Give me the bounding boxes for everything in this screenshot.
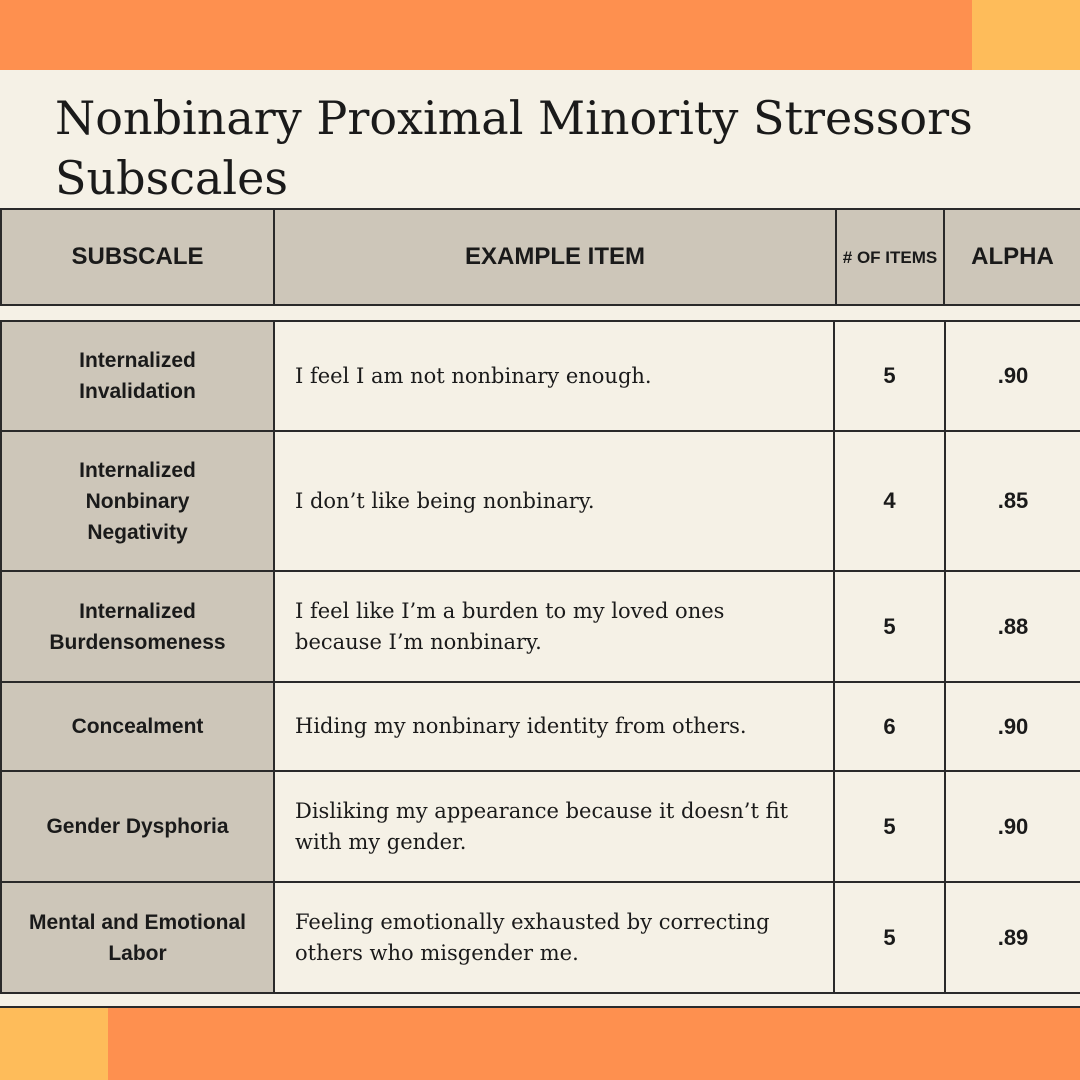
table-row	[1, 571, 1080, 682]
example-item: Hiding my nonbinary identity from others.	[274, 682, 834, 771]
subscale-name: Gender Dysphoria	[1, 771, 274, 882]
table-row	[1, 882, 1080, 993]
subscale-name: Internalized Invalidation	[1, 321, 274, 431]
alpha-value: .90	[945, 682, 1080, 771]
num-items: 5	[834, 571, 945, 682]
table-row	[1, 321, 1080, 431]
bottom-band	[108, 1008, 1080, 1080]
num-items: 4	[834, 431, 945, 571]
table-row	[1, 771, 1080, 882]
header-num-items: # OF ITEMS	[836, 209, 944, 305]
header-subscale: SUBSCALE	[1, 209, 274, 305]
header-alpha: ALPHA	[944, 209, 1080, 305]
subscale-name: Mental and Emotional Labor	[1, 882, 274, 993]
top-band	[0, 0, 972, 70]
example-item: Disliking my appearance because it doesn’t fit with my gender.	[274, 771, 834, 882]
example-item: I don’t like being nonbinary.	[274, 431, 834, 571]
alpha-value: .89	[945, 882, 1080, 993]
bottom-band-accent	[0, 1008, 108, 1080]
alpha-value: .85	[945, 431, 1080, 571]
example-item: Feeling emotionally exhausted by correcting others who misgender me.	[274, 882, 834, 993]
page-title: Nonbinary Proximal Minority Stressors Subscales	[55, 91, 973, 205]
num-items: 6	[834, 682, 945, 771]
subscale-name: Concealment	[1, 682, 274, 771]
alpha-value: .90	[945, 321, 1080, 431]
subscale-name: Internalized Burdensomeness	[1, 571, 274, 682]
example-item: I feel I am not nonbinary enough.	[274, 321, 834, 431]
table-row	[1, 682, 1080, 771]
alpha-value: .88	[945, 571, 1080, 682]
table-row	[1, 431, 1080, 571]
top-band-accent	[972, 0, 1080, 70]
alpha-value: .90	[945, 771, 1080, 882]
num-items: 5	[834, 321, 945, 431]
num-items: 5	[834, 771, 945, 882]
num-items: 5	[834, 882, 945, 993]
table-header	[0, 208, 1080, 306]
example-item: I feel like I’m a burden to my loved ones because I’m nonbinary.	[274, 571, 834, 682]
subscales-table	[0, 320, 1080, 994]
header-example-item: EXAMPLE ITEM	[274, 209, 836, 305]
subscale-name: Internalized Nonbinary Negativity	[1, 431, 274, 571]
